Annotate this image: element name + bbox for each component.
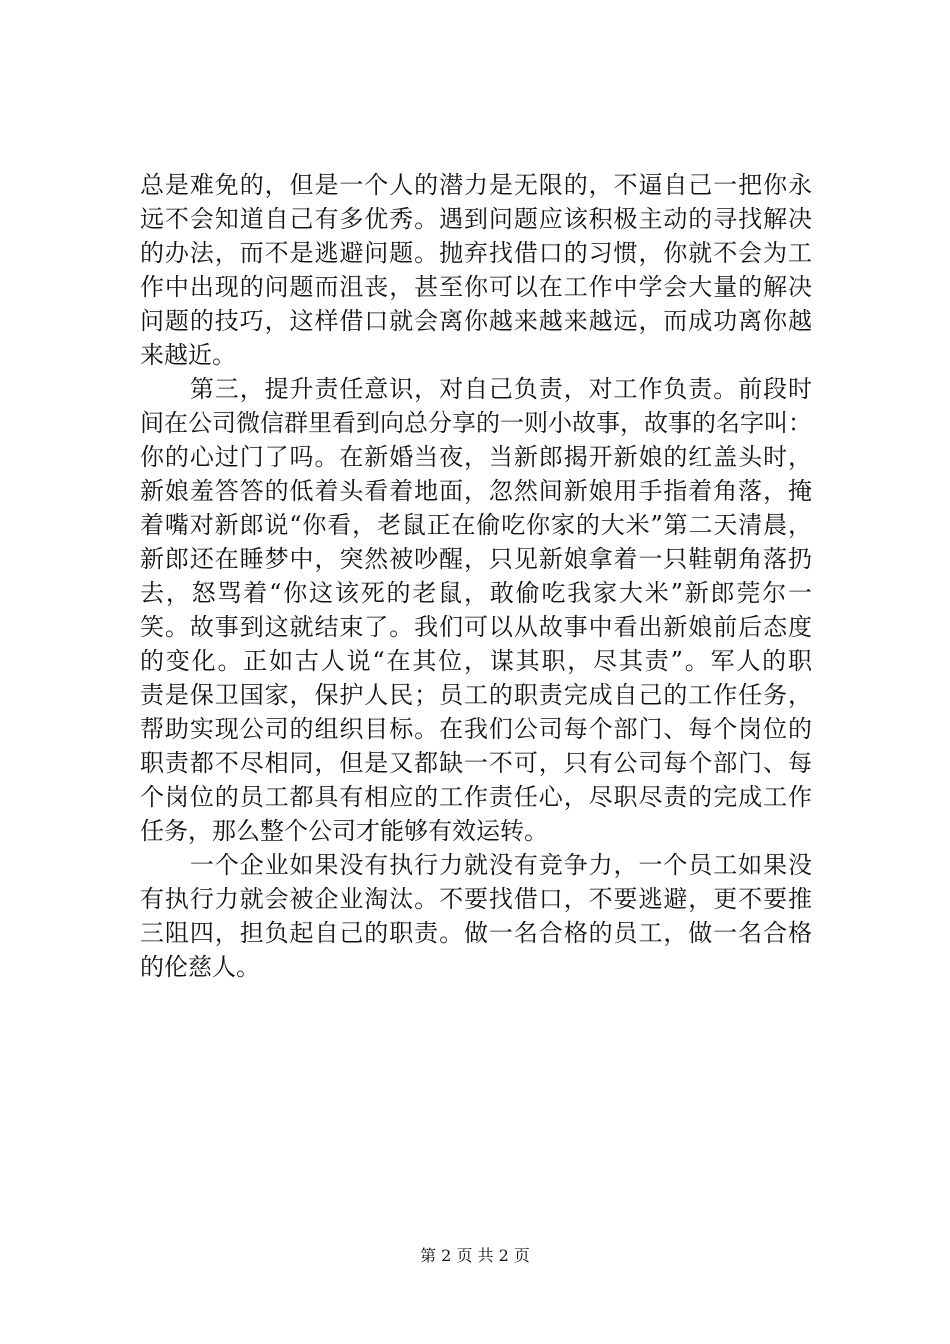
text-line: 着嘴对新郎说“你看，老鼠正在偷吃你家的大米”第二天清晨， — [140, 511, 812, 539]
text-line: 的伦慈人。 — [140, 953, 260, 981]
text-line: 职责都不尽相同，但是又都缺一不可，只有公司每个部门、每 — [140, 749, 812, 777]
text-line: 间在公司微信群里看到向总分享的一则小故事，故事的名字叫： — [140, 409, 812, 437]
text-line: 远不会知道自己有多优秀。遇到问题应该积极主动的寻找解决 — [140, 205, 812, 233]
text-line: 有执行力就会被企业淘汰。不要找借口，不要逃避，更不要推 — [140, 885, 812, 913]
text-line: 你的心过门了吗。在新婚当夜，当新郎揭开新娘的红盖头时， — [140, 443, 812, 471]
text-line: 责是保卫国家，保护人民；员工的职责完成自己的工作任务， — [140, 681, 812, 709]
text-line: 的变化。正如古人说“在其位，谋其职，尽其责”。军人的职 — [140, 647, 812, 675]
text-line: 问题的技巧，这样借口就会离你越来越来越远，而成功离你越 — [140, 307, 812, 335]
text-line: 笑。故事到这就结束了。我们可以从故事中看出新娘前后态度 — [140, 613, 812, 641]
text-line: 第三，提升责任意识，对自己负责，对工作负责。前段时 — [140, 375, 812, 403]
text-line: 新娘羞答答的低着头看着地面，忽然间新娘用手指着角落，掩 — [140, 477, 812, 505]
text-line: 去，怒骂着“你这该死的老鼠，敢偷吃我家大米”新郎莞尔一 — [140, 579, 812, 607]
text-line: 新郎还在睡梦中，突然被吵醒，只见新娘拿着一只鞋朝角落扔 — [140, 545, 812, 573]
page-number: 第 2 页 共 2 页 — [420, 1246, 530, 1265]
text-line: 一个企业如果没有执行力就没有竞争力，一个员工如果没 — [140, 851, 812, 879]
text-line: 帮助实现公司的组织目标。在我们公司每个部门、每个岗位的 — [140, 715, 812, 743]
text-line: 任务，那么整个公司才能够有效运转。 — [140, 817, 548, 845]
text-line: 个岗位的员工都具有相应的工作责任心，尽职尽责的完成工作 — [140, 783, 812, 811]
text-line: 三阻四，担负起自己的职责。做一名合格的员工，做一名合格 — [140, 919, 812, 947]
body-text — [140, 168, 812, 984]
text-line: 作中出现的问题而沮丧，甚至你可以在工作中学会大量的解决 — [140, 273, 812, 301]
text-line: 的办法，而不是逃避问题。抛弃找借口的习惯，你就不会为工 — [140, 239, 812, 267]
text-line: 总是难免的，但是一个人的潜力是无限的，不逼自己一把你永 — [140, 171, 812, 199]
text-line: 来越近。 — [140, 341, 236, 369]
